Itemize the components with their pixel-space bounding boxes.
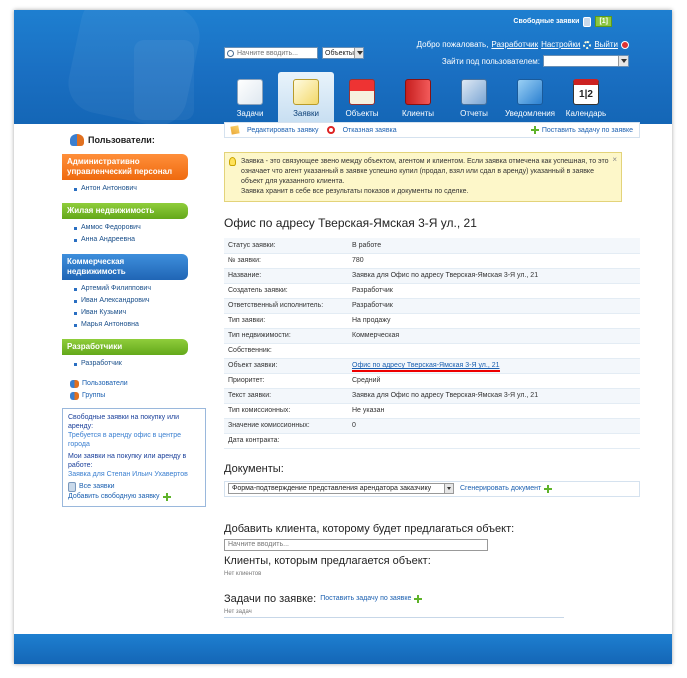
group-header[interactable]: Жилая недвижимость <box>62 203 188 219</box>
search-scope-value: Объекты <box>325 49 354 57</box>
menu-clients[interactable]: Клиенты <box>390 72 446 122</box>
add-task-link[interactable]: Поставить задачу по заявке <box>531 126 633 134</box>
group-developers <box>62 339 188 372</box>
plus-icon <box>531 126 539 134</box>
bullet-icon <box>74 227 77 230</box>
bullet-icon <box>74 324 77 327</box>
login-as-label: Зайти под пользователем: <box>441 56 540 66</box>
clients-title: Клиенты, которым предлагается объект: <box>224 554 431 567</box>
main-menu <box>222 72 614 122</box>
close-icon[interactable]: × <box>612 155 617 164</box>
bullet-icon <box>74 288 77 291</box>
plus-icon <box>414 595 422 603</box>
documents-title: Документы: <box>224 462 284 475</box>
lightbulb-icon <box>229 157 236 166</box>
chevron-down-icon <box>444 484 453 493</box>
user-item[interactable]: Аммос Федорович <box>74 222 188 234</box>
objects-icon <box>349 79 375 105</box>
table-row: Значение комиссионных: 0 <box>224 418 640 433</box>
client-search-input[interactable]: Начните вводить... <box>224 539 488 551</box>
user-item[interactable]: Иван Кузьмич <box>74 307 188 319</box>
table-row: Дата контракта: <box>224 433 640 448</box>
table-row: Текст заявки: Заявка для Офис по адресу Тверская-Ямская 3-Я ул., 21 <box>224 388 640 403</box>
group-header[interactable]: Разработчики <box>62 339 188 355</box>
table-row: Тип комиссионных: Не указан <box>224 403 640 418</box>
table-row: Ответственный исполнитель: Разработчик <box>224 298 640 313</box>
group-commercial <box>62 254 188 333</box>
chevron-down-icon <box>354 48 363 58</box>
bullet-icon <box>74 188 77 191</box>
search-input[interactable] <box>237 50 317 57</box>
generate-document-link[interactable]: Сгенерировать документ <box>460 485 552 493</box>
search-box[interactable] <box>224 47 318 59</box>
table-row: Тип заявки: На продажу <box>224 313 640 328</box>
tasks-title: Задачи по заявке: Поставить задачу по заявке <box>224 593 640 605</box>
reject-request-link[interactable]: Отказная заявка <box>342 126 397 134</box>
bullet-icon <box>74 312 77 315</box>
search-scope-select[interactable] <box>322 47 364 59</box>
settings-link[interactable]: Настройки <box>541 40 581 49</box>
user-item[interactable]: Артемий Филиппович <box>74 283 188 295</box>
logout-link[interactable]: Выйти <box>594 40 618 49</box>
table-row: Собственник: <box>224 343 640 358</box>
documents-row <box>224 481 640 497</box>
document-select[interactable]: Форма-подтверждение представления арендатора заказчику <box>228 483 454 494</box>
edit-request-link[interactable]: Редактировать заявку <box>247 126 319 134</box>
document-icon <box>68 482 76 492</box>
search-icon <box>227 50 234 57</box>
menu-calendar[interactable]: 1|2 Календарь <box>558 72 614 122</box>
reports-icon <box>461 79 487 105</box>
group-header[interactable]: Административно управленческий персонал <box>62 154 188 180</box>
group-residential <box>62 203 188 248</box>
groups-icon <box>70 392 79 400</box>
add-task-link[interactable]: Поставить задачу по заявке <box>320 595 422 603</box>
requests-icon <box>293 79 319 105</box>
all-requests-link[interactable]: Все заявки <box>68 482 200 492</box>
users-link[interactable]: Пользователи <box>62 378 188 390</box>
user-item[interactable]: Марья Антоновна <box>74 319 188 331</box>
free-requests-box <box>62 408 206 507</box>
request-properties <box>224 238 640 449</box>
action-bar <box>224 122 640 138</box>
welcome-text: Добро пожаловать, <box>416 40 489 49</box>
add-client-title: Добавить клиента, которому будет предлагаться объект: <box>224 522 515 535</box>
header <box>14 10 672 124</box>
table-row: Статус заявки: В работе <box>224 238 640 253</box>
bullet-icon <box>74 363 77 366</box>
users-icon <box>70 380 79 388</box>
page-title: Офис по адресу Тверская-Ямская 3-Я ул., 21 <box>224 216 477 230</box>
notice-text: Заявка - это связующее звено между объектом, агентом и клиентом. Если заявка отмечена как успешная, то это означает что агент указанный в заявке успешно купил (продал, взял или сдал в аренду) указанный в заявке объект для указанного клиента. <box>241 158 609 185</box>
sidebar-title: Пользователи: <box>62 130 188 154</box>
user-item[interactable]: Разработчик <box>74 358 188 370</box>
my-request-link[interactable]: Заявка для Степан Ильич Ухавертов <box>68 471 188 478</box>
document-icon <box>583 17 591 27</box>
tasks-icon <box>237 79 263 105</box>
plus-icon <box>544 485 552 493</box>
welcome-bar <box>417 40 629 49</box>
table-row: Название: Заявка для Офис по адресу Тверская-Ямская 3-Я ул., 21 <box>224 268 640 283</box>
bullet-icon <box>74 300 77 303</box>
no-tasks-text: Нет задач <box>224 608 252 615</box>
menu-requests[interactable]: Заявки <box>278 72 334 122</box>
search-row <box>224 47 364 59</box>
login-as-value: Не выбрам... <box>546 57 589 65</box>
table-row: № заявки: 780 <box>224 253 640 268</box>
user-item[interactable]: Анна Андреевна <box>74 234 188 246</box>
my-requests-title: Мои заявки на покупку или аренду в работе: <box>68 453 187 469</box>
users-icon <box>70 134 84 146</box>
table-row: Приоритет: Средний <box>224 373 640 388</box>
group-header[interactable]: Коммерческая недвижимость <box>62 254 188 280</box>
table-row: Объект заявки: Офис по адресу Тверская-Ямская 3-Я ул., 21 <box>224 358 640 373</box>
user-item[interactable]: Иван Александрович <box>74 295 188 307</box>
reject-icon <box>327 126 335 134</box>
footer <box>14 634 672 664</box>
login-as-select[interactable] <box>543 55 629 67</box>
info-notice <box>224 152 622 202</box>
free-requests-title: Свободные заявки на покупку или аренду: <box>68 414 179 430</box>
free-request-link[interactable]: Требуется в аренду офис в центре города <box>68 432 181 448</box>
free-requests-count[interactable]: [1] <box>595 16 612 27</box>
object-link[interactable]: Офис по адресу Тверская-Ямская 3-Я ул., 21 <box>352 362 500 372</box>
user-item[interactable]: Антон Антонович <box>74 183 188 195</box>
menu-objects[interactable]: Объекты <box>334 72 390 122</box>
group-admin <box>62 154 188 197</box>
calendar-icon: 1|2 <box>573 79 599 105</box>
table-row: Создатель заявки: Разработчик <box>224 283 640 298</box>
login-as-bar <box>442 55 629 67</box>
clients-icon <box>405 79 431 105</box>
divider <box>224 617 564 618</box>
groups-link[interactable]: Группы <box>62 390 188 402</box>
free-requests-label[interactable]: Свободные заявки <box>513 18 580 25</box>
plus-icon <box>163 493 171 501</box>
add-free-request-link[interactable]: Добавить свободную заявку <box>68 492 200 502</box>
chevron-down-icon <box>618 56 628 66</box>
free-requests-bar[interactable] <box>513 16 612 27</box>
sidebar <box>62 130 188 507</box>
bullet-icon <box>74 239 77 242</box>
menu-tasks[interactable]: Задачи <box>222 72 278 122</box>
notice-text-2: Заявка хранит в себе все результаты показов и документы по сделке. <box>241 188 469 195</box>
edit-icon <box>230 125 239 134</box>
no-clients-text: Нет клиентов <box>224 570 262 577</box>
table-row: Тип недвижимости: Коммерческая <box>224 328 640 343</box>
menu-notifications[interactable]: Уведомления <box>502 72 558 122</box>
gear-icon[interactable] <box>583 41 591 49</box>
page-frame <box>14 10 672 664</box>
menu-reports[interactable]: Отчеты <box>446 72 502 122</box>
logout-icon[interactable] <box>621 41 629 49</box>
main-content <box>224 122 640 618</box>
user-link[interactable]: Разработчик <box>491 40 539 49</box>
notifications-icon <box>517 79 543 105</box>
